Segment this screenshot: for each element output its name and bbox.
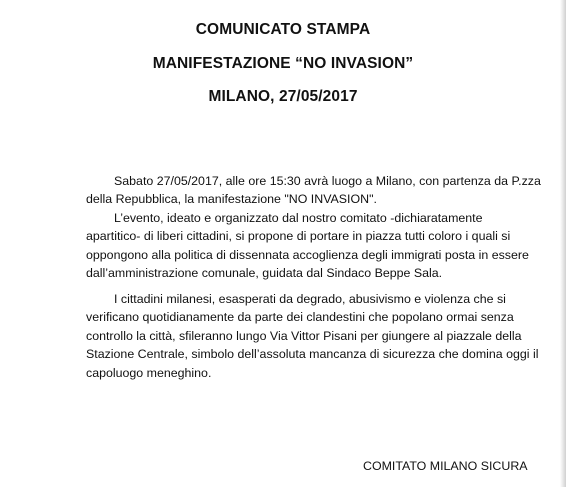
paragraph-line: capoluogo meneghino. (86, 365, 212, 380)
paragraph-line: I cittadini milanesi, esasperati da degrado, abusivismo e violenza che si (114, 292, 506, 306)
paragraph-organizers (86, 209, 529, 283)
paragraph-line: verificano quotidianamente da parte dei clandestini che popolano ormai senza (86, 310, 514, 325)
document-title: COMUNICATO STAMPA (195, 21, 371, 38)
paragraph-line: Stazione Centrale, simbolo dell’assoluta mancanza di sicurezza che domina oggi il (86, 347, 539, 362)
event-title: MANIFESTAZIONE “NO INVASION” (152, 55, 414, 72)
paragraph-line: oppongono alla politica di dissennata accoglienza degli immigrati posta in essere (86, 247, 529, 262)
location-date: MILANO, 27/05/2017 (208, 88, 358, 105)
paragraph-line: L’evento, ideato e organizzato dal nostro comitato -dichiaratamente (114, 211, 483, 225)
paragraph-line: della Repubblica, la manifestazione "NO INVASION". (86, 192, 377, 207)
paragraph-motivation (86, 290, 539, 382)
paragraph-announcement (86, 172, 541, 209)
signature: COMITATO MILANO SICURA (363, 459, 528, 473)
paragraph-line: apartitico- di liberi cittadini, si propone di portare in piazza tutti coloro i quali si (86, 229, 511, 244)
paragraph-line: Sabato 27/05/2017, alle ore 15:30 avrà luogo a Milano, con partenza da P.zza (114, 174, 541, 188)
paragraph-line: dall’amministrazione comunale, guidata dal Sindaco Beppe Sala. (86, 266, 443, 281)
paragraph-line: controllo la città, sfileranno lungo Via Vittor Pisani per giungere al piazzale della (86, 328, 522, 343)
page-edge-shadow (560, 0, 566, 487)
